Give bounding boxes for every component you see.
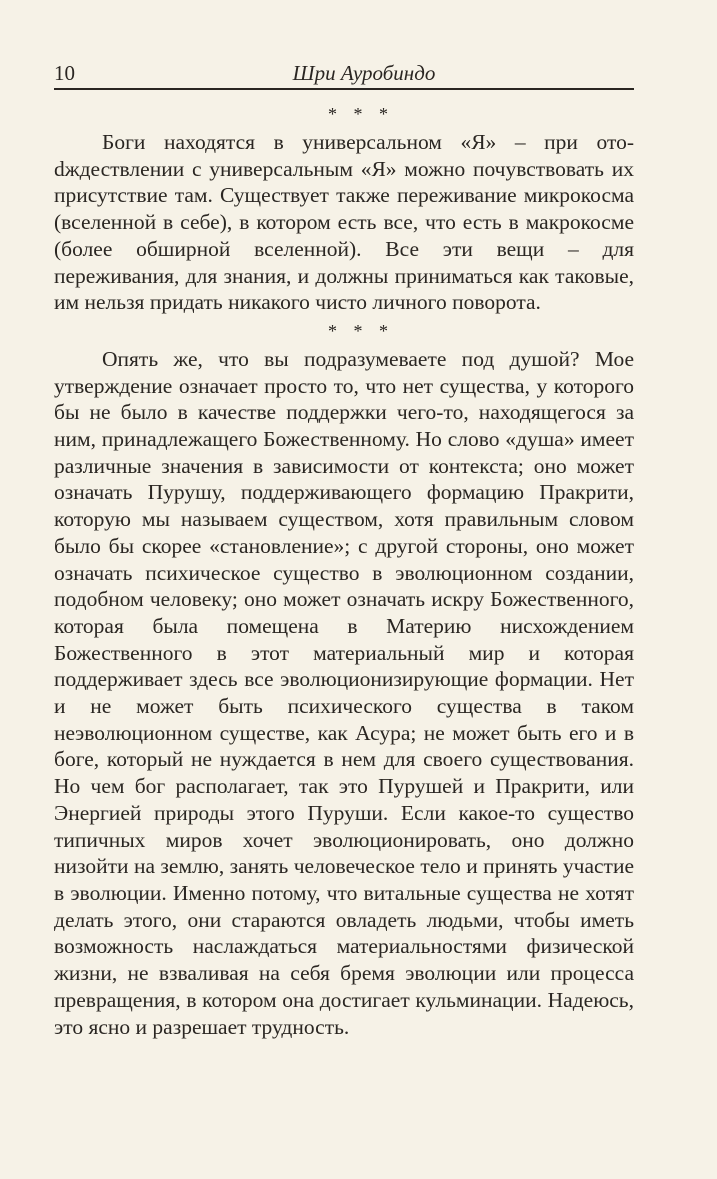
page-number: 10 (54, 61, 75, 85)
paragraph: Опять же, что вы подразумеваете под душой? Мое утверждение означает просто то, что нет существа, у которого бы не было в качестве поддержки чего-то, находящегося за ним, принадлежащего Божественному. Но слово «душа» имеет различные значения в зависимости от контекста; оно может означать Пурушу, поддерживающего формацию Пракрити, которую мы называем существом, хотя правильным словом было бы скорее «становление»; с другой стороны, оно может означать психическое существо в эволюционном создании, подобном человеку; оно может означать искру Божественного, которая была помещена в Материю нисхождением Божественного в этот материальный мир и которая поддерживает здесь все эволюционизирующие формации. Нет и не может быть психического существа в таком неэволюционном существе, как Асура; не может быть его и в боге, который не нуждается в нем для своего существования. Но чем бог располагает, так это Пурушей и Пракрити, или Энергией природы этого Пуруши. Если какое-то существо типичных миров хочет эволюционировать, оно должно низойти на землю, занять человеческое тело и принять участие в эволюции. Именно потому, что витальные существа не хотят делать этого, они стараются овладеть людьми, чтобы иметь возможность наслаждаться материальностями физической жизни, не взваливая на себя бремя эволюции или процесса превращения, в котором она достигает кульминации. Надеюсь, это ясно и разрешает трудность. (54, 346, 634, 1039)
running-head: Шри Ауробиндо (292, 61, 436, 85)
page-content (54, 103, 634, 1040)
page-header (54, 58, 634, 88)
section-separator: * * * (328, 320, 394, 341)
section-separator: * * * (328, 104, 394, 124)
paragraph: Боги находятся в универсальном «Я» – при отоdждествлении с универсальным «Я» можно почувствовать их присутствие там. Существует также переживание микрокосма (вселенной в себе), в котором есть все, что есть в макрокосме (более обширной вселенной). Все эти вещи – для переживания, для знания, и должны приниматься как таковые, им нельзя придать никакого чисто личного поворота. (54, 130, 634, 315)
header-rule (54, 88, 634, 90)
